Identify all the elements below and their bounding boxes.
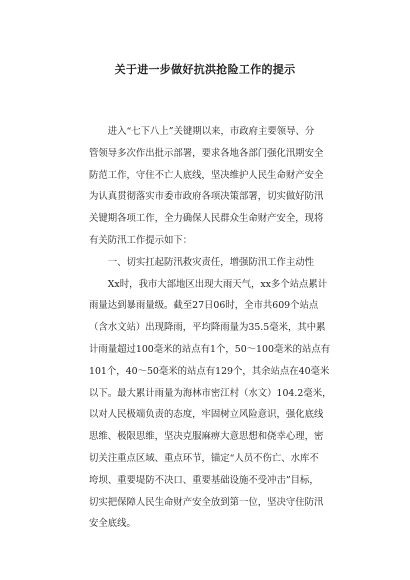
body-line: 关键期各项工作，全力确保人民群众生命财产安全，现将 xyxy=(89,213,324,225)
body-line: 切关注重点区域、重点环节，锚定“人员不伤亡、水库不 xyxy=(89,452,319,464)
body-line: 计雨量超过100毫米的站点有1个，50～100毫米的站点有 xyxy=(89,343,331,355)
body-line: 进入“七下八上”关键期以来，市政府主要领导、分 xyxy=(89,126,315,137)
document-body xyxy=(89,121,351,535)
body-line: 管领导多次作出批示部署，要求各地各部门强化汛期安全 xyxy=(89,147,324,159)
body-line: Xx时，我市大部地区出现大雨天气，xx多个站点累计 xyxy=(89,278,328,290)
body-line: 思维、极限思维，坚决克服麻痹大意思想和侥幸心理，密 xyxy=(89,431,324,443)
body-line: 101个，40～50毫米的站点有129个，其余站点在40毫米 xyxy=(89,365,330,377)
body-line: 有关防汛工作提示如下： xyxy=(89,234,193,246)
body-line: 雨量达到暴雨量级。截至27日06时，全市共609个站点 xyxy=(89,300,319,312)
body-line: 为认真贯彻落实市委市政府各项决策部署，切实做好防汛 xyxy=(89,191,324,203)
document-title: 关于进一步做好抗洪抢险工作的提示 xyxy=(114,63,296,76)
body-line: 以下。最大累计雨量为海林市密江村（水文）104.2毫米， xyxy=(89,387,332,399)
body-line: 以对人民极端负责的态度，牢固树立风险意识，强化底线 xyxy=(89,409,324,421)
section-heading: 一、切实扛起防汛救灾责任，增强防汛工作主动性 xyxy=(89,256,315,268)
body-line: 防范工作，守住不亡人底线，坚决维护人民生命财产安全 xyxy=(89,169,324,181)
body-line: 切实把保障人民生命财产安全放到第一位，坚决守住防汛 xyxy=(89,496,324,508)
body-line: 垮坝、重要堤防不决口、重要基础设施不受冲击”目标， xyxy=(89,474,319,486)
body-line: （含水文站）出现降雨，平均降雨量为35.5毫米，其中累 xyxy=(89,322,326,334)
body-line: 安全底线。 xyxy=(89,518,136,530)
